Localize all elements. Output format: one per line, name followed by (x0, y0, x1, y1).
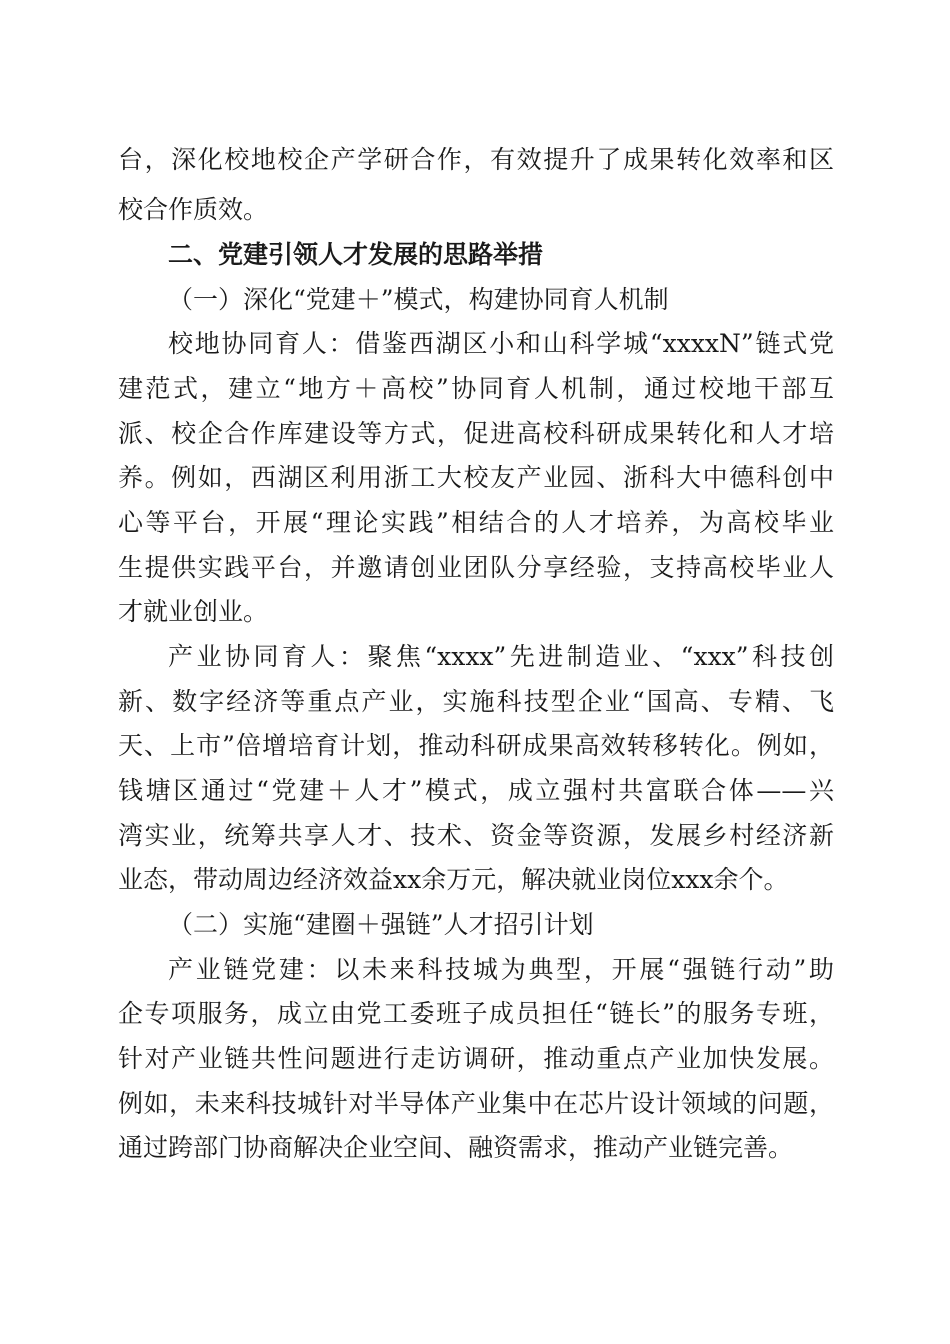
para2-line-2: 新、数字经济等重点产业，实施科技型企业“国高、专精、飞 (118, 687, 834, 716)
para1-line-1: 校地协同育人：借鉴西湖区小和山科学城“xxxxN”链式党 (168, 329, 834, 358)
para3-line-2: 企专项服务，成立由党工委班子成员担任“链长”的服务专班， (118, 999, 834, 1028)
para2-line-4: 钱塘区通过“党建＋人才”模式，成立强村共富联合体——兴 (118, 776, 834, 805)
para2-line-3: 天、上市”倍增培育计划，推动科研成果高效转移转化。例如， (118, 731, 834, 760)
para1-line-3: 派、校企合作库建设等方式，促进高校科研成果转化和人才培 (118, 419, 834, 448)
para3-line-3: 针对产业链共性问题进行走访调研，推动重点产业加快发展。 (118, 1044, 834, 1073)
para2-line-1: 产业协同育人：聚焦“xxxx”先进制造业、“xxx”科技创 (168, 642, 834, 671)
intro-line-2: 校合作质效。 (118, 195, 269, 224)
intro-line-1: 台，深化校地校企产学研合作，有效提升了成果转化效率和区 (118, 145, 834, 174)
para1-line-4: 养。例如，西湖区利用浙工大校友产业园、浙科大中德科创中 (118, 463, 834, 492)
para2-line-5: 湾实业，统筹共享人才、技术、资金等资源，发展乡村经济新 (118, 821, 834, 850)
para3-line-1: 产业链党建：以未来科技城为典型，开展“强链行动”助 (168, 955, 834, 984)
para2-line-6: 业态，带动周边经济效益xx余万元，解决就业岗位xxx余个。 (118, 865, 789, 894)
subsection-1-title: （一）深化“党建＋”模式，构建协同育人机制 (168, 285, 669, 314)
subsection-2-title: （二）实施“建圈＋强链”人才招引计划 (168, 910, 594, 939)
section-title: 二、党建引领人才发展的思路举措 (168, 240, 544, 269)
para3-line-5: 通过跨部门协商解决企业空间、融资需求，推动产业链完善。 (118, 1133, 794, 1162)
para1-line-7: 才就业创业。 (118, 597, 269, 626)
para1-line-6: 生提供实践平台，并邀请创业团队分享经验，支持高校毕业人 (118, 553, 834, 582)
para3-line-4: 例如，未来科技城针对半导体产业集中在芯片设计领域的问题， (118, 1089, 834, 1118)
para1-line-5: 心等平台，开展“理论实践”相结合的人才培养，为高校毕业 (118, 508, 834, 537)
para1-line-2: 建范式，建立“地方＋高校”协同育人机制，通过校地干部互 (118, 374, 834, 403)
